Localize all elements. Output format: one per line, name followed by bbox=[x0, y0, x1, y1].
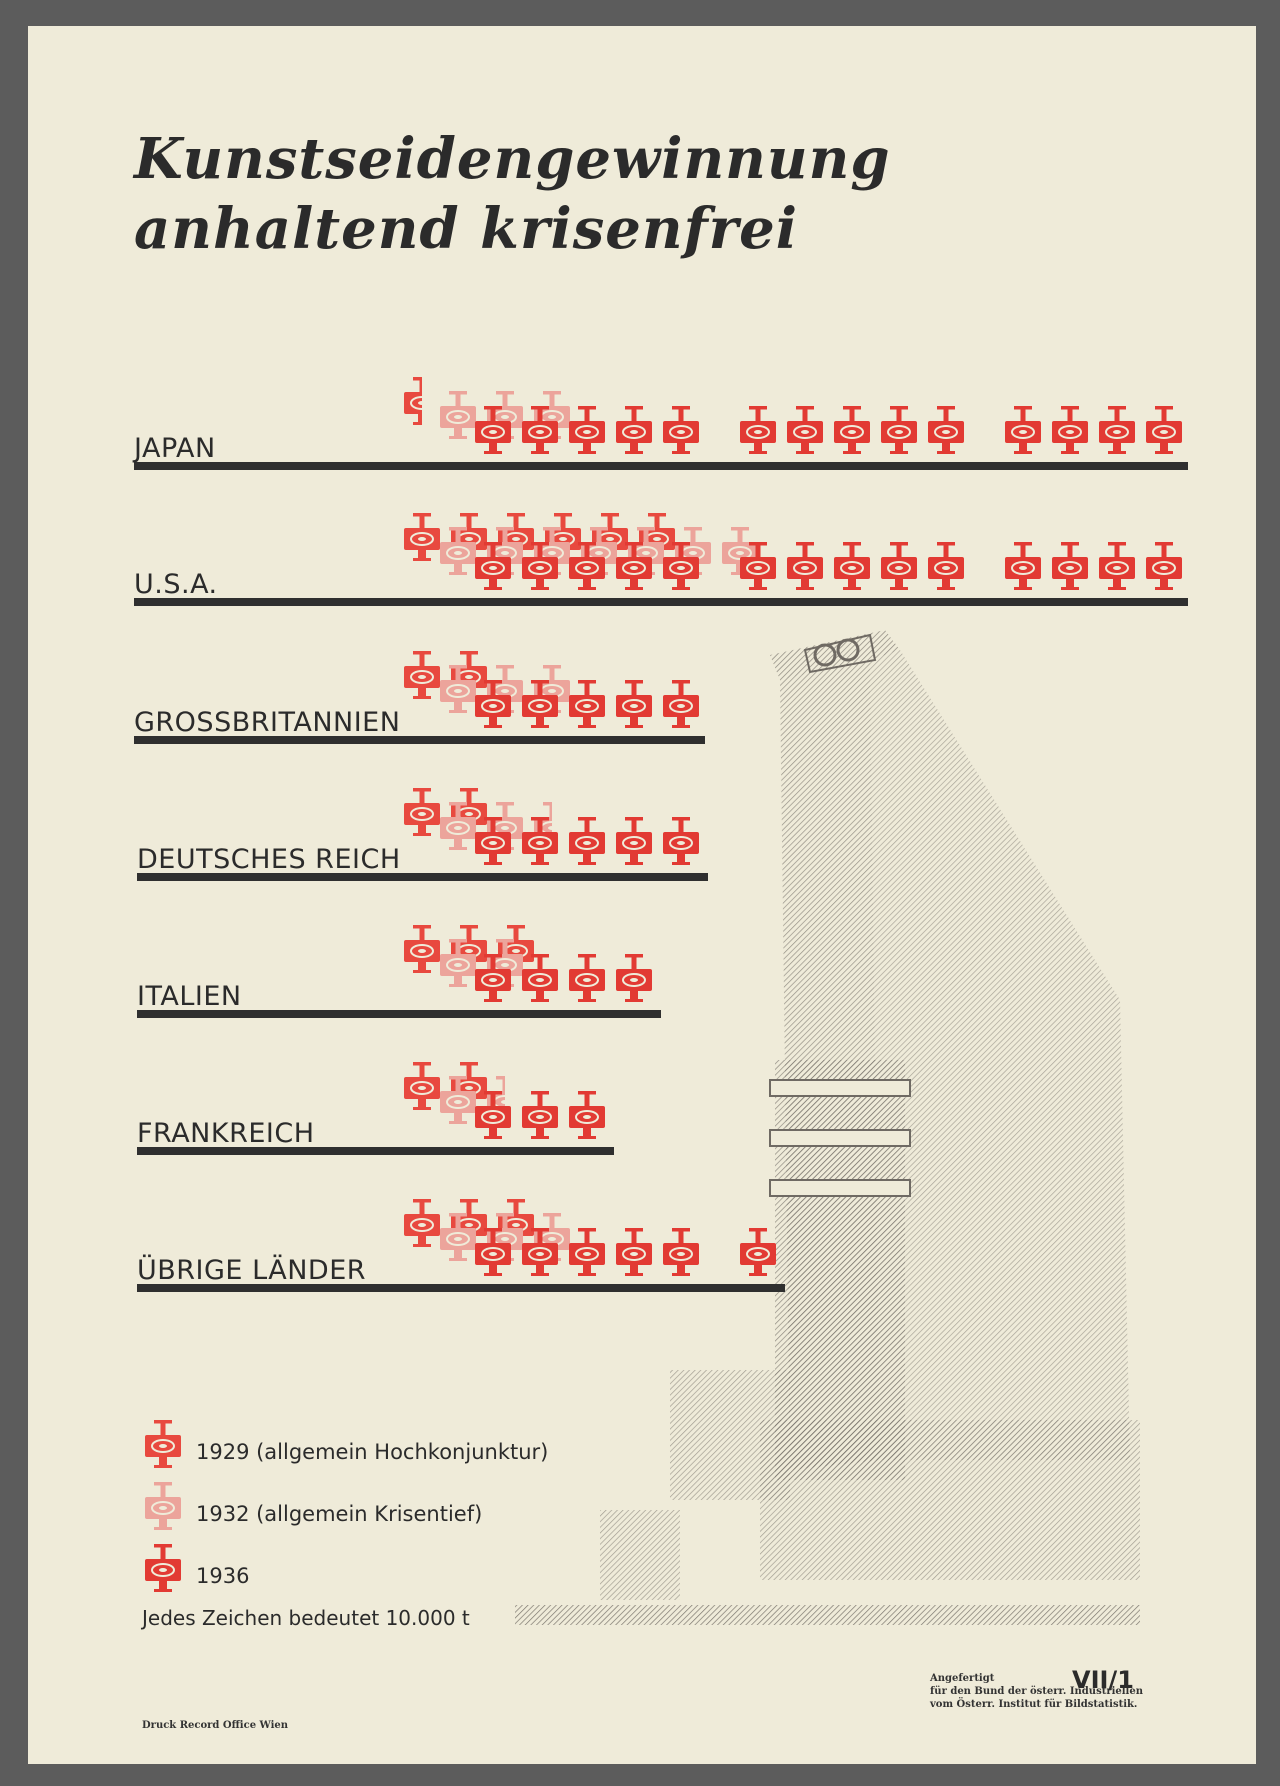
icon-frankreich-1936-2 bbox=[522, 1091, 558, 1139]
label-deutsches-reich: DEUTSCHES REICH bbox=[137, 844, 401, 875]
icon-japan-1932-1 bbox=[440, 391, 476, 439]
icon-italien-1936-3 bbox=[569, 954, 605, 1002]
legend-label-1932: 1932 (allgemein Krisentief) bbox=[196, 1502, 483, 1526]
icon-übrige-länder-1936-3 bbox=[569, 1228, 605, 1276]
legend-item-1932 bbox=[145, 1482, 482, 1530]
printer-credit: Druck Record Office Wien bbox=[142, 1720, 289, 1731]
icon-japan-1936-11 bbox=[1005, 406, 1041, 454]
icon-u-s-a-1936-7 bbox=[787, 542, 823, 590]
legend-unit-note: Jedes Zeichen bedeutet 10.000 t bbox=[142, 1606, 470, 1630]
label-japan: JAPAN bbox=[134, 433, 216, 464]
icon-japan-1936-14 bbox=[1146, 406, 1182, 454]
legend-label-1936: 1936 bbox=[196, 1564, 250, 1588]
row-deutsches-reich bbox=[137, 788, 708, 881]
row-u-s-a bbox=[134, 513, 1188, 606]
icon-japan-1936-10 bbox=[928, 406, 964, 454]
icon-übrige-länder-1936-5 bbox=[663, 1228, 699, 1276]
credit-line-2: für den Bund der österr. Industriellen bbox=[930, 1686, 1143, 1697]
title-line-2: anhaltend krisenfrei bbox=[134, 196, 799, 262]
icon-u-s-a-1936-13 bbox=[1099, 542, 1135, 590]
icon-japan-1936-12 bbox=[1052, 406, 1088, 454]
icon-italien-1929-1 bbox=[404, 925, 440, 973]
legend-label-1929: 1929 (allgemein Hochkonjunktur) bbox=[196, 1440, 549, 1464]
icon-japan-1936-7 bbox=[787, 406, 823, 454]
icon-grossbritannien-1936-5 bbox=[663, 680, 699, 728]
icon-japan-1929-1 bbox=[404, 377, 440, 425]
sheet-number: VII/1 bbox=[1072, 1666, 1134, 1694]
icon-grossbritannien-1929-1 bbox=[404, 651, 440, 699]
title-line-1: Kunstseidengewinnung bbox=[134, 126, 891, 192]
credit-line-1: Angefertigt bbox=[930, 1673, 995, 1684]
legend bbox=[145, 1420, 548, 1592]
icon-japan-1936-5 bbox=[663, 406, 699, 454]
icon-deutsches-reich-1936-3 bbox=[569, 817, 605, 865]
row-übrige-länder bbox=[137, 1199, 785, 1292]
credit-line-3: vom Österr. Institut für Bildstatistik. bbox=[930, 1699, 1138, 1710]
legend-item-1936 bbox=[145, 1544, 249, 1592]
icon-u-s-a-1936-11 bbox=[1005, 542, 1041, 590]
icon-u-s-a-1936-9 bbox=[881, 542, 917, 590]
icon-grossbritannien-1936-3 bbox=[569, 680, 605, 728]
baseline-u-s-a bbox=[134, 598, 1188, 606]
row-italien bbox=[137, 925, 661, 1018]
icon-deutsches-reich-1936-2 bbox=[522, 817, 558, 865]
icon-übrige-länder-1929-1 bbox=[404, 1199, 440, 1247]
icon-japan-1936-6 bbox=[740, 406, 776, 454]
icon-u-s-a-1936-8 bbox=[834, 542, 870, 590]
icon-übrige-länder-1936-4 bbox=[616, 1228, 652, 1276]
icon-deutsches-reich-1936-5 bbox=[663, 817, 699, 865]
row-frankreich bbox=[137, 1062, 614, 1155]
icon-übrige-länder-1936-6 bbox=[740, 1228, 776, 1276]
icon-deutsches-reich-1936-4 bbox=[616, 817, 652, 865]
icon-u-s-a-1936-14 bbox=[1146, 542, 1182, 590]
icon-japan-1936-9 bbox=[881, 406, 917, 454]
label-italien: ITALIEN bbox=[137, 981, 242, 1012]
icon-u-s-a-1929-1 bbox=[404, 513, 440, 561]
icon-frankreich-1936-3 bbox=[569, 1091, 605, 1139]
label-u-s-a: U.S.A. bbox=[134, 569, 218, 600]
icon-frankreich-1929-1 bbox=[404, 1062, 440, 1110]
label-frankreich: FRANKREICH bbox=[137, 1118, 315, 1149]
icon-japan-1936-4 bbox=[616, 406, 652, 454]
baseline-japan bbox=[134, 462, 1188, 470]
icon-japan-1936-3 bbox=[569, 406, 605, 454]
icon-u-s-a-1936-12 bbox=[1052, 542, 1088, 590]
spinning-machine-illustration bbox=[515, 630, 1140, 1625]
row-grossbritannien bbox=[134, 651, 705, 744]
label-übrige-länder: ÜBRIGE LÄNDER bbox=[137, 1255, 367, 1286]
icon-italien-1936-4 bbox=[616, 954, 652, 1002]
icon-grossbritannien-1936-4 bbox=[616, 680, 652, 728]
icon-deutsches-reich-1929-1 bbox=[404, 788, 440, 836]
legend-item-1929 bbox=[145, 1420, 548, 1468]
icon-japan-1936-8 bbox=[834, 406, 870, 454]
icon-u-s-a-1936-10 bbox=[928, 542, 964, 590]
icon-japan-1936-13 bbox=[1099, 406, 1135, 454]
row-japan bbox=[132, 377, 1188, 470]
label-grossbritannien: GROSSBRITANNIEN bbox=[134, 707, 401, 738]
